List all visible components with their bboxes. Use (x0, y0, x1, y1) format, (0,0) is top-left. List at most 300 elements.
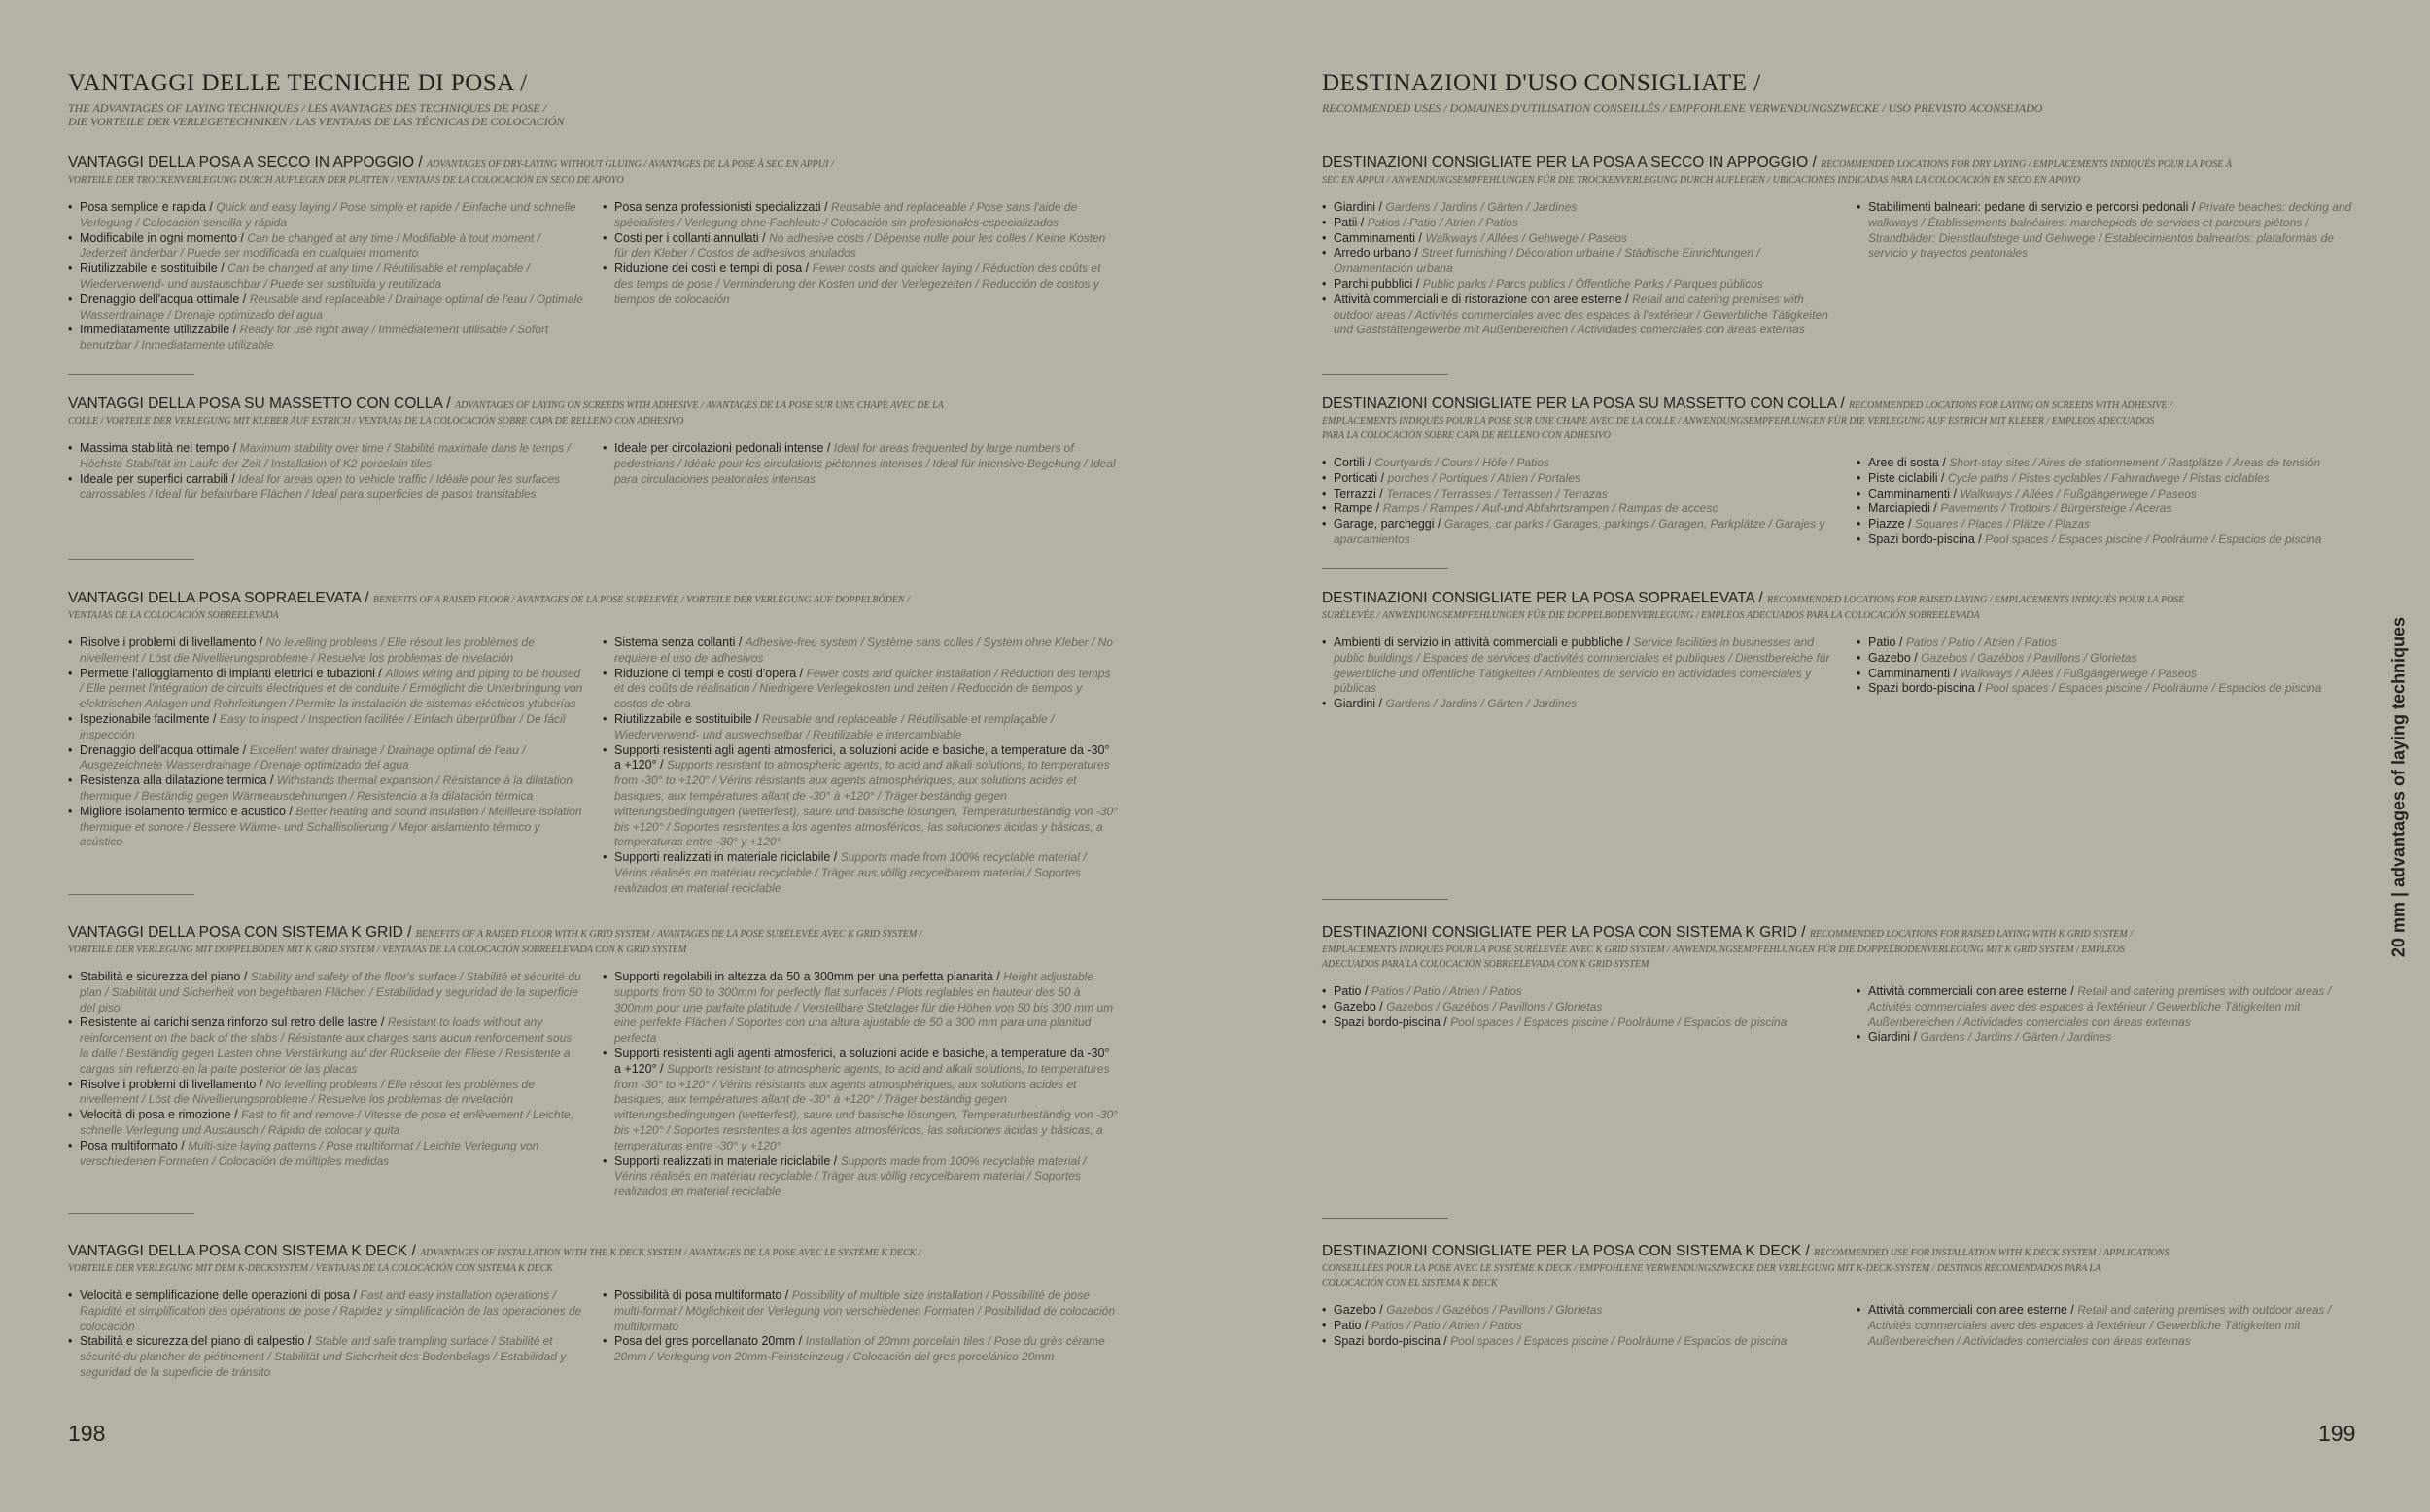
item-italian: Gazebo / (1868, 650, 1918, 665)
item-italian: Attività commerciali con aree esterne / (1868, 1303, 2074, 1317)
item-translation: Supports made from 100% recyclable material / Vérins réalisés en matériau recyclable / Träger aus völlig recycelbarem material / Soportes realizados en material reciclable (614, 1153, 1087, 1199)
list-item (603, 712, 1118, 743)
bullet-columns (1322, 1303, 2372, 1349)
list-item (1322, 456, 1837, 471)
section (68, 925, 1137, 1200)
section-subheading-line: EMPLACEMENTS INDIQUÉS POUR LA POSE SUR UNE CHAPE AVEC DE LA COLLE / ANWENDUNGSEMPFEHLUNGEN FÜR DIE VERLEGUNG AUF ESTRICH MIT KLEBER / EMPLEOS ADECUADOS (1322, 416, 2155, 427)
bullet-list (1857, 200, 2372, 338)
item-italian: Terrazzi / (1334, 486, 1383, 500)
item-italian: Cortili / (1334, 456, 1371, 469)
bullet-list (68, 441, 583, 502)
list-item (1322, 292, 1837, 338)
item-italian: Rampe / (1334, 501, 1380, 516)
item-translation: Gardens / Jardins / Gärten / Jardines (1385, 697, 1578, 711)
item-italian: Permette l'alloggiamento di impianti elettrici e tubazioni / (80, 666, 382, 680)
list-item (68, 261, 583, 292)
item-italian: Camminamenti / (1868, 486, 1957, 500)
item-italian: Posa del gres porcellanato 20mm / (614, 1334, 803, 1349)
item-translation: Can be changed at any time / Modifiable à tout moment / Jederzeit änderbar / Puede ser modificada en cualquier momento (80, 230, 540, 260)
item-italian: Drenaggio dell'acqua ottimale / (80, 742, 247, 757)
list-item (1857, 471, 2372, 487)
bullet-list (1857, 636, 2372, 712)
item-translation: Gardens / Jardins / Gärten / Jardines (1385, 200, 1578, 214)
list-item (1322, 697, 1837, 712)
list-item (68, 743, 583, 774)
bullet-list (68, 636, 583, 897)
item-translation: Patios / Patio / Atrien / Patios (1371, 1318, 1522, 1332)
item-italian: Sistema senza collanti / (614, 636, 743, 649)
section-heading: VANTAGGI DELLA POSA SU MASSETTO CON COLLA / (68, 395, 451, 412)
item-translation: Ramps / Rampes / Auf-und Abfahrtsrampen / Rampas de acceso (1382, 501, 1719, 516)
item-italian: Camminamenti / (1868, 666, 1957, 680)
section-subheading: BENEFITS OF A RAISED FLOOR / AVANTAGES DE LA POSE SURÉLEVÉE / VORTEILE DER VERLEGUNG AUF DOPPELBÖDEN / (372, 595, 910, 605)
item-italian: Supporti realizzati in materiale riciclabile / (614, 1153, 838, 1168)
list-item (1322, 1319, 1837, 1334)
item-translation: Patios / Patio / Atrien / Patios (1905, 636, 2057, 649)
page-subtitle (68, 101, 768, 128)
item-italian: Ideale per superfici carrabili / (80, 471, 235, 486)
item-translation: Supports resistant to atmospheric agents, to acid and alkali solutions, to temperatures from -30° to +120° / Vérins résistants aux agents atmosphériques, aux solutions acides et basiques, aux températures allant de -30° à +120° / Träger beständig gegen witterungsbedingungen (wetterfest), saure und basische lösungen, Temperaturbeständig von -30° bis +120° / Soportes resistentes a los agentes atmosféricos, las soluciones ácidas y básicas, a temperaturas entre -30° y +120° (614, 1061, 1119, 1152)
page-subtitle-line: DIE VORTEILE DER VERLEGETECHNIKEN / LAS VENTAJAS DE LAS TÉCNICAS DE COLOCACIÓN (68, 115, 565, 128)
item-translation: Retail and catering premises with outdoor areas / Activités commerciales avec des espaces à l'extérieur / Gewerbliche Tätigkeiten und Gaststättengewerbe mit Außenbereichen / Actividades comerciales con áreas externas (1334, 292, 1828, 337)
section-subheading-line: VORTEILE DER VERLEGUNG MIT DOPPELBÖDEN MIT K GRID SYSTEM / VENTAJAS DE LA COLOCACIÓN SOBREELEVADA CON K GRID SYSTEM (68, 945, 687, 955)
bullet-columns (1322, 636, 2372, 712)
item-translation: No levelling problems / Elle résout les problèmes de nivellement / Löst die Nivellierungsprobleme / Resuelve los problemas de nivelación (80, 1077, 535, 1107)
item-italian: Patio / (1868, 636, 1903, 649)
item-translation: porches / Portiques / Atrien / Portales (1387, 470, 1580, 485)
page-number: 199 (2318, 1421, 2356, 1446)
list-item (603, 231, 1118, 262)
item-translation: Multi-size laying patterns / Pose multiformat / Leichte Verlegung von verschiedenen Formaten / Colocación de múltiples medidas (80, 1138, 539, 1168)
list-item (68, 1139, 583, 1170)
section-subheading: BENEFITS OF A RAISED FLOOR WITH K GRID SYSTEM / AVANTAGES DE LA POSE SURÉLEVÉE AVEC K GRID SYSTEM / (415, 929, 922, 940)
list-item (68, 636, 583, 667)
item-translation: Service facilities in businesses and public buildings / Espaces de services d'activités commerciales et publiques / Dienstbereiche für gewerbliche und öffentliche Tätigkeiten / Ambientes de servicio en actividades comerciales y públicas (1334, 636, 1830, 696)
list-item (603, 850, 1118, 896)
item-italian: Spazi bordo-piscina / (1334, 1014, 1447, 1029)
list-item (1322, 246, 1837, 277)
page-subtitle (1322, 101, 2372, 115)
list-item (68, 805, 583, 850)
section-heading: DESTINAZIONI CONSIGLIATE PER LA POSA A SECCO IN APPOGGIO / (1322, 155, 1817, 171)
list-item (68, 773, 583, 805)
list-item (1857, 517, 2372, 533)
item-italian: Supporti resistenti agli agenti atmosferici, a soluzioni acide e basiche, a temperature da -30° a +120° / (614, 742, 1110, 773)
item-italian: Gazebo / (1334, 999, 1383, 1014)
section-heading: VANTAGGI DELLA POSA A SECCO IN APPOGGIO / (68, 155, 423, 171)
list-item (68, 970, 583, 1015)
list-item (1322, 1000, 1837, 1015)
item-italian: Stabilimenti balneari: pedane di servizio e percorsi pedonali / (1868, 200, 2196, 214)
bullet-list (68, 200, 583, 354)
list-item (603, 636, 1118, 667)
list-item (1857, 1030, 2372, 1046)
item-translation: Pavements / Trottoirs / Bürgersteige / Aceras (1940, 501, 2172, 516)
section-subheading: ADVANTAGES OF INSTALLATION WITH THE K DECK SYSTEM / AVANTAGES DE LA POSE AVEC LE SYSTÈME K DECK / (420, 1248, 921, 1258)
right-page (1322, 0, 2372, 1512)
item-italian: Resistenza alla dilatazione termica / (80, 773, 274, 788)
section-divider (1322, 374, 1448, 375)
item-translation: Adhesive-free system / Système sans colles / System ohne Kleber / No requiere el uso de adhesivos (614, 636, 1113, 665)
item-italian: Attività commerciali con aree esterne / (1868, 984, 2074, 998)
item-italian: Camminamenti / (1334, 230, 1422, 245)
item-italian: Supporti resistenti agli agenti atmosferici, a soluzioni acide e basiche, a temperature da -30° a +120° / (614, 1046, 1110, 1076)
list-item (1857, 984, 2372, 1030)
item-italian: Ispezionabile facilmente / (80, 711, 217, 726)
item-italian: Posa semplice e rapida / (80, 200, 213, 214)
item-translation: Reusable and replaceable / Pose sans l'aide de spécialistes / Verlegung ohne Fachleute / Colocación sin profesionales especializados (614, 200, 1078, 229)
item-translation: Height adjustable supports from 50 to 300mm for perfectly flat surfaces / Plots reglables en hauteur des 50 à 300mm pour une parfaite platitude / Verstellbare Stelzlager für die Höhen von 50 bis 300 mm um eine perfekte Flächen / Soportes con una altura ajustable de 50 a 300 mm para una planitud perfecta (614, 970, 1114, 1046)
item-italian: Ideale per circolazioni pedonali intense / (614, 441, 831, 455)
item-italian: Migliore isolamento termico e acustico / (80, 804, 293, 818)
page-number: 198 (68, 1421, 106, 1446)
section-heading-line (68, 591, 1137, 608)
item-translation: Gardens / Jardins / Gärten / Jardines (1920, 1030, 2112, 1045)
list-item (1322, 487, 1837, 502)
item-translation: Retail and catering premises with outdoor areas / Activités commerciales avec des espaces à l'extérieur / Gewerbliche Tätigkeiten mit Außenbereichen / Actividades comerciales con áreas externas (1868, 1303, 2332, 1348)
item-translation: Can be changed at any time / Réutilisable et remplaçable / Wiederverwend- und austauschbar / Puede ser sustituida y reutilizada (80, 261, 531, 291)
item-translation: Squares / Places / Plätze / Plazas (1914, 517, 2091, 532)
item-italian: Posa senza professionisti specializzati / (614, 200, 828, 214)
bullet-list (1322, 200, 1837, 338)
section-heading-line (1322, 925, 2372, 943)
section-subheading-line: PARA LA COLOCACIÓN SOBRE CAPA DE RELLENO CON ADHESIVO (1322, 430, 1611, 441)
list-item (68, 712, 583, 743)
section-heading-line (68, 155, 1137, 173)
item-italian: Patio / (1334, 984, 1369, 998)
section-subheading-line: VORTEILE DER TROCKENVERLEGUNG DURCH AUFLEGEN DER PLATTEN / VENTAJAS DE LA COLOCACIÓN EN SECO DE APOYO (68, 175, 624, 186)
list-item (68, 441, 583, 472)
item-italian: Resistente ai carichi senza rinforzo sul retro delle lastre / (80, 1015, 385, 1030)
list-item (603, 970, 1118, 1047)
list-item (603, 441, 1118, 487)
section (68, 591, 1137, 897)
item-translation: Walkways / Allées / Fußgängerwege / Paseos (1960, 666, 2197, 680)
side-label-text: 20 mm | advantages of laying techniques (2388, 616, 2409, 958)
item-translation: Fast to fit and remove / Vitesse de pose et enlèvement / Leichte, schnelle Verlegung und Austausch / Rápido de colocar y quita (80, 1108, 574, 1137)
section-divider (1322, 1218, 1448, 1219)
list-item (1322, 471, 1837, 487)
page-title: DESTINAZIONI D'USO CONSIGLIATE / (1322, 70, 1761, 96)
section-divider (1322, 899, 1448, 900)
item-italian: Patio / (1334, 1318, 1369, 1332)
section-subheading-line: SEC EN APPUI / ANWENDUNGSEMPFEHLUNGEN FÜR DIE TROCKENVERLEGUNG DURCH AUFLEGEN / UBICACIONES INDICADAS PARA LA COLOCACIÓN EN SECO EN APOYO (1322, 175, 2081, 186)
item-translation: Walkways / Allées / Fußgängerwege / Paseos (1960, 486, 2197, 500)
item-italian: Risolve i problemi di livellamento / (80, 636, 263, 649)
bullet-list (68, 970, 583, 1200)
bullet-columns (68, 970, 1137, 1200)
item-italian: Parchi pubblici / (1334, 276, 1420, 291)
item-translation: Ready for use right away / Immédiatement utilisable / Sofort benutzbar / Inmediatamente utilizable (80, 323, 549, 353)
list-item (603, 1047, 1118, 1154)
section-heading: VANTAGGI DELLA POSA CON SISTEMA K GRID / (68, 924, 412, 941)
list-item (1322, 636, 1837, 697)
section-divider (68, 894, 194, 895)
bullet-columns (68, 200, 1137, 354)
section (1322, 591, 2372, 712)
item-italian: Porticati / (1334, 470, 1385, 485)
item-translation: Pool spaces / Espaces piscine / Poolräume / Espacios de piscina (1985, 532, 2322, 546)
list-item (1322, 231, 1837, 247)
item-translation: Public parks / Parcs publics / Öffentliche Parks / Parques públicos (1422, 276, 1763, 291)
bullet-list (1322, 984, 1837, 1046)
item-translation: Supports resistant to atmospheric agents, to acid and alkali solutions, to temperatures from -30° to +120° / Vérins résistants aux agents atmosphériques, aux solutions acides et basiques, aux températures allant de -30° à +120° / Träger beständig gegen witterungsbedingungen (wetterfest), saure und basische lösungen, Temperaturbeständig von -30° bis +120° / Soportes resistentes a los agentes atmosféricos, las soluciones ácidas y básicas, a temperaturas entre -30° y +120° (614, 758, 1119, 849)
list-item (603, 1289, 1118, 1334)
item-translation: Fewer costs and quicker installation / Réduction des temps et des coûts de réalisation / Niedrigere Verlegekosten und zeiten / Reducción de tiempos y costos de obra (614, 666, 1111, 711)
item-translation: No adhesive costs / Dépense nulle pour les colles / Keine Kosten für den Kleber / Costos de adhesivos anulados (614, 230, 1106, 260)
item-italian: Possibilità di posa multiformato / (614, 1289, 789, 1302)
item-italian: Supporti regolabili in altezza da 50 a 300mm per una perfetta planarità / (614, 970, 1000, 983)
list-item (603, 667, 1118, 712)
section-subheading-line: COLOCACIÓN CON EL SISTEMA K DECK (1322, 1278, 1498, 1289)
bullet-list (603, 970, 1118, 1200)
item-translation: Pool spaces / Espaces piscine / Poolräume / Espacios de piscina (1450, 1014, 1788, 1029)
section-divider (68, 1213, 194, 1214)
item-italian: Velocità e semplificazione delle operazioni di posa / (80, 1289, 357, 1302)
item-italian: Marciapiedi / (1868, 501, 1937, 516)
list-item (68, 323, 583, 354)
list-item (1857, 487, 2372, 502)
section-subheading: RECOMMENDED USE FOR INSTALLATION WITH K DECK SYSTEM / APPLICATIONS (1814, 1248, 2170, 1258)
list-item (1857, 533, 2372, 548)
bullet-list (1322, 636, 1837, 712)
item-italian: Riduzione di tempi e costi d'opera / (614, 666, 804, 680)
page-subtitle-line: RECOMMENDED USES / DOMAINES D'UTILISATION CONSEILLÉS / EMPFOHLENE VERWENDUNGSZWECKE / USO PREVISTO ACONSEJADO (1322, 101, 2043, 115)
section-heading-line (1322, 396, 2372, 414)
item-italian: Giardini / (1868, 1030, 1918, 1045)
item-translation: Stable and safe trampling surface / Stabilité et sécurité du plancher de piétinement / Stabilität und Sicherheit des Bodenbelags / Estabilidad y seguridad de la superficie de tránsito (80, 1334, 567, 1379)
item-translation: Street furnishing / Décoration urbaine / Städtische Einrichtungen / Ornamentación urbana (1334, 246, 1760, 276)
section-heading-line (68, 925, 1137, 943)
list-item (603, 261, 1118, 307)
list-item (68, 231, 583, 262)
section-divider (68, 559, 194, 560)
list-item (68, 1289, 583, 1334)
item-translation: Courtyards / Cours / Höfe / Patios (1374, 456, 1549, 469)
section-subheading-line: SURÉLEVÉE / ANWENDUNGSEMPFEHLUNGEN FÜR DIE DOPPELBODENVERLEGUNG / EMPLEOS ADECUADOS PARA LA COLOCACIÓN SOBREELEVADA (1322, 610, 1980, 621)
item-translation: Reusable and replaceable / Drainage optimal de l'eau / Optimale Wasserdrainage / Drenaje optimizado del agua (80, 292, 583, 322)
item-translation: Pool spaces / Espaces piscine / Poolräume / Espacios de piscina (1985, 681, 2322, 696)
section-subheading-line: ADECUADOS PARA LA COLOCACIÓN SOBREELEVADA CON K GRID SYSTEM (1322, 959, 1649, 970)
list-item (1857, 651, 2372, 667)
item-translation: Patios / Patio / Atrien / Patios (1367, 215, 1518, 229)
item-italian: Arredo urbano / (1334, 246, 1418, 260)
section-subheading-line: EMPLACEMENTS INDIQUÉS POUR LA POSE SURÉLEVÉE AVEC K GRID SYSTEM / ANWENDUNGSEMPFEHLUNGEN FÜR DIE DOPPELBODENVERLEGUNG MIT K GRID SYSTEM / EMPLEOS (1322, 945, 2125, 955)
section-heading: DESTINAZIONI CONSIGLIATE PER LA POSA CON SISTEMA K GRID / (1322, 924, 1806, 941)
section-subheading: ADVANTAGES OF DRY-LAYING WITHOUT GLUING / AVANTAGES DE LA POSE À SEC EN APPUI / (426, 159, 834, 170)
item-translation: Gazebos / Gazébos / Pavillons / Glorietas (1921, 650, 2137, 665)
item-translation: Ideal for areas frequented by large numbers of pedestrians / Idéale pour les circulations piétonnes intenses / Ideal für intensive Begehung / Ideal para circulaciones peatonales intensas (614, 441, 1116, 486)
item-italian: Immediatamente utilizzabile / (80, 323, 237, 337)
item-translation: Resistant to loads without any reinforcement on the back of the slabs / Résistante aux charges sans aucun renforcement sous la dalle / Beständig gegen Lasten ohne Verstärkung auf der Rückseite der Fliese / Resistente a cargas sin refuerzo en la parte posterior de las placas (80, 1015, 573, 1076)
list-item (68, 1334, 583, 1380)
list-item (1857, 1303, 2372, 1349)
item-translation: Walkways / Allées / Gehwege / Paseos (1425, 230, 1627, 245)
item-translation: Easy to inspect / Inspection facilitée / Einfach überprüfbar / De fácil inspección (80, 711, 566, 741)
item-italian: Velocità di posa e rimozione / (80, 1108, 238, 1122)
list-item (1322, 216, 1837, 231)
section (1322, 1244, 2372, 1349)
section-subheading-line: VORTEILE DER VERLEGUNG MIT DEM K-DECKSYSTEM / VENTAJAS DE LA COLOCACIÓN CON SISTEMA K DECK (68, 1263, 553, 1274)
item-italian: Risolve i problemi di livellamento / (80, 1077, 263, 1091)
list-item (68, 1078, 583, 1109)
section-heading: VANTAGGI DELLA POSA CON SISTEMA K DECK / (68, 1243, 416, 1259)
item-translation: Patios / Patio / Atrien / Patios (1371, 984, 1522, 998)
bullet-columns (68, 636, 1137, 897)
item-italian: Riutilizzabile e sostituibile / (80, 261, 225, 276)
item-italian: Attività commerciali e di ristorazione con aree esterne / (1334, 292, 1629, 306)
item-translation: Allows wiring and piping to be housed / Elle permet l'intégration de circuits électriques et de conduite / Ermöglicht die Unterbringung von elektrischen Anlagen und Rohrleitungen / Permite la instalación de sistemas eléctricos ytuberías (80, 666, 583, 711)
item-translation: Withstands thermal expansion / Résistance à la dilatation thermique / Beständig gegen Wärmeausdehnungen / Resistencia a la dilatación térmica (80, 773, 573, 803)
section-heading: DESTINAZIONI CONSIGLIATE PER LA POSA CON SISTEMA K DECK / (1322, 1243, 1810, 1259)
item-translation: Excellent water drainage / Drainage optimal de l'eau / Ausgezeichnete Wasserdrainage / Drenaje optimizado del agua (80, 742, 526, 773)
page-subtitle-line: THE ADVANTAGES OF LAYING TECHNIQUES / LES AVANTAGES DES TECHNIQUES DE POSE / (68, 101, 547, 115)
bullet-list (1857, 1303, 2372, 1349)
item-translation: Garages, car parks / Garages, parkings / Garagen, Parkplätze / Garajes y aparcamientos (1334, 517, 1825, 546)
item-italian: Giardini / (1334, 200, 1383, 214)
item-italian: Riutilizzabile e sostituibile / (614, 711, 759, 726)
side-label (2379, 602, 2418, 972)
item-translation: Short-stay sites / Aires de stationnement / Rastplätze / Áreas de tensión (1949, 456, 2321, 469)
list-item (1857, 200, 2372, 261)
section (68, 155, 1137, 354)
list-item (603, 1334, 1118, 1365)
list-item (68, 472, 583, 503)
item-translation: Pool spaces / Espaces piscine / Poolräume / Espacios de piscina (1450, 1333, 1788, 1348)
item-translation: Maximum stability over time / Stabilité maximale dans le temps / Höchste Stabilität im Laufe der Zeit / Installation of K2 porcelain tiles (80, 441, 571, 470)
list-item (1857, 667, 2372, 682)
bullet-list (603, 200, 1118, 354)
section-divider (1322, 568, 1448, 569)
item-translation: Cycle paths / Pistes cyclables / Fahrradwege / Pistas ciclables (1947, 470, 2270, 485)
list-item (1857, 456, 2372, 471)
list-item (68, 292, 583, 324)
bullet-columns (1322, 456, 2372, 548)
section (1322, 155, 2372, 338)
section-subheading: RECOMMENDED LOCATIONS FOR RAISED LAYING WITH K GRID SYSTEM / (1809, 929, 2133, 940)
bullet-columns (68, 441, 1137, 502)
item-translation: Terraces / Terrasses / Terrassen / Terrazas (1386, 486, 1608, 500)
left-page (68, 0, 1137, 1512)
list-item (603, 200, 1118, 231)
item-italian: Drenaggio dell'acqua ottimale / (80, 292, 247, 306)
section (1322, 396, 2372, 548)
section-divider (68, 374, 194, 375)
item-italian: Stabilità e sicurezza del piano di calpestio / (80, 1334, 312, 1349)
bullet-list (603, 636, 1118, 897)
item-italian: Spazi bordo-piscina / (1868, 532, 1982, 546)
item-italian: Piste ciclabili / (1868, 470, 1945, 485)
list-item (1857, 501, 2372, 517)
item-translation: Quick and easy laying / Pose simple et rapide / Einfache und schnelle Verlegung / Colocación sencilla y rápida (80, 200, 576, 229)
item-italian: Posa multiformato / (80, 1138, 185, 1152)
list-item (1322, 200, 1837, 216)
section-subheading: RECOMMENDED LOCATIONS FOR RAISED LAYING / EMPLACEMENTS INDIQUÉS POUR LA POSE (1766, 595, 2185, 605)
list-item (603, 743, 1118, 851)
bullet-list (1322, 1303, 1837, 1349)
section-heading: DESTINAZIONI CONSIGLIATE PER LA POSA SOPRAELEVATA / (1322, 590, 1763, 606)
item-translation: Fewer costs and quicker laying / Réduction des coûts et des temps de pose / Verminderung der Kosten und der Verlegezeiten / Reducción de costos y tiempos de colocación (614, 261, 1101, 306)
list-item (68, 200, 583, 231)
section-heading-line (68, 396, 1137, 414)
item-translation: No levelling problems / Elle résout les problèmes de nivellement / Löst die Nivellierungsprobleme / Resuelve los problemas de nivelación (80, 636, 535, 665)
item-translation: Possibility of multiple size installation / Possibilité de pose multi-format / Möglichkeit der Verlegung von verschiedenen Formaten / Posibilidad de colocación multiformato (614, 1289, 1116, 1333)
item-italian: Riduzione dei costi e tempi di posa / (614, 261, 810, 276)
item-italian: Ambienti di servizio in attività commerciali e pubbliche / (1334, 636, 1630, 649)
item-italian: Gazebo / (1334, 1303, 1383, 1317)
item-translation: Fast and easy installation operations / Rapidité et simplification des opérations de pose / Rapidez y simplificación de las operaciones de colocación (80, 1289, 582, 1333)
item-italian: Modificabile in ogni momento / (80, 230, 244, 245)
bullet-columns (1322, 200, 2372, 338)
section-heading: DESTINAZIONI CONSIGLIATE PER LA POSA SU MASSETTO CON COLLA / (1322, 395, 1845, 412)
list-item (68, 1015, 583, 1077)
list-item (1322, 517, 1837, 548)
item-italian: Patii / (1334, 215, 1365, 229)
section-heading-line (68, 1244, 1137, 1261)
section-subheading-line: VENTAJAS DE LA COLOCACIÓN SOBREELEVADA (68, 610, 279, 621)
section-subheading-line: CONSEILLÉES POUR LA POSE AVEC LE SYSTÈME K DECK / EMPFOHLENE VERWENDUNGSZWECKE DER VERLEGUNG MIT K-DECK-SYSTEM / DESTINOS RECOMENDADOS PARA LA (1322, 1263, 2101, 1274)
item-italian: Stabilità e sicurezza del piano / (80, 970, 248, 983)
item-italian: Spazi bordo-piscina / (1334, 1333, 1447, 1348)
section-subheading: ADVANTAGES OF LAYING ON SCREEDS WITH ADHESIVE / AVANTAGES DE LA POSE SUR UNE CHAPE AVEC DE LA (454, 400, 944, 411)
list-item (1857, 681, 2372, 697)
item-italian: Spazi bordo-piscina / (1868, 681, 1982, 696)
item-translation: Private beaches: decking and walkways / Établissements balnéaires: marchepieds de services et parcours piétons / Strandbäder: Dienstlaufstege und Gehwege / Establecimientos balnearios: plataformas de servicio y trayectos peatonales (1868, 200, 2352, 260)
item-italian: Giardini / (1334, 697, 1383, 711)
section-heading-line (1322, 1244, 2372, 1261)
list-item (1322, 1015, 1837, 1031)
bullet-list (1857, 984, 2372, 1046)
section (68, 1244, 1137, 1381)
list-item (1322, 1303, 1837, 1319)
list-item (1322, 984, 1837, 1000)
item-italian: Piazze / (1868, 517, 1912, 532)
item-italian: Garage, parcheggi / (1334, 517, 1441, 532)
bullet-list (603, 441, 1118, 502)
item-translation: Gazebos / Gazébos / Pavillons / Glorietas (1386, 1303, 1603, 1317)
list-item (1857, 636, 2372, 651)
list-item (68, 1108, 583, 1139)
item-translation: Supports made from 100% recyclable material / Vérins réalisés en matériau recyclable / Träger aus völlig recycelbarem material / Soportes realizados en material reciclable (614, 850, 1087, 895)
section-heading: VANTAGGI DELLA POSA SOPRAELEVATA / (68, 590, 369, 606)
bullet-columns (1322, 984, 2372, 1046)
item-translation: Reusable and replaceable / Réutilisable et remplaçable / Wiederverwend- und auswechselbar / Reutilizable e intercambiable (614, 711, 1055, 741)
item-translation: Stability and safety of the floor's surface / Stabilité et sécurité du plan / Stabilität und Sicherheit von begehbaren Flächen / Estabilidad y seguridad de la superficie del piso (80, 970, 581, 1014)
section (68, 396, 1137, 502)
bullet-list (603, 1289, 1118, 1381)
bullet-list (1322, 456, 1837, 548)
bullet-columns (68, 1289, 1137, 1381)
item-italian: Aree di sosta / (1868, 456, 1946, 469)
item-translation: Ideal for areas open to vehicle traffic / Idéale pour les surfaces carrossables / Ideal für befahrbare Flächen / Ideal para superficies de pasos transitables (80, 471, 561, 501)
item-translation: Better heating and sound insulation / Meilleure isolation thermique et sonore / Bessere Wärme- und Schallisolierung / Mejor aislamiento térmico y acústico (80, 804, 582, 849)
list-item (1322, 1334, 1837, 1350)
list-item (1322, 501, 1837, 517)
bullet-list (1857, 456, 2372, 548)
section-subheading: RECOMMENDED LOCATIONS FOR DRY LAYING / EMPLACEMENTS INDIQUÉS POUR LA POSE À (1821, 159, 2232, 170)
section-subheading: RECOMMENDED LOCATIONS FOR LAYING ON SCREEDS WITH ADHESIVE / (1849, 400, 2172, 411)
item-translation: Installation of 20mm porcelain tiles / Pose du grès cérame 20mm / Verlegung von 20mm-Feinsteinzeug / Colocación del gres porcelánico 20mm (614, 1334, 1105, 1364)
item-italian: Massima stabilità nel tempo / (80, 441, 237, 455)
bullet-list (68, 1289, 583, 1381)
page-title: VANTAGGI DELLE TECNICHE DI POSA / (68, 70, 528, 96)
section-heading-line (1322, 591, 2372, 608)
item-italian: Supporti realizzati in materiale riciclabile / (614, 850, 838, 865)
item-italian: Costi per i collanti annullati / (614, 230, 766, 245)
list-item (1322, 277, 1837, 292)
item-translation: Retail and catering premises with outdoor areas / Activités commerciales avec des espaces à l'extérieur / Gewerbliche Tätigkeiten mit Außenbereichen / Actividades comerciales con áreas externas (1868, 984, 2332, 1029)
list-item (68, 667, 583, 712)
